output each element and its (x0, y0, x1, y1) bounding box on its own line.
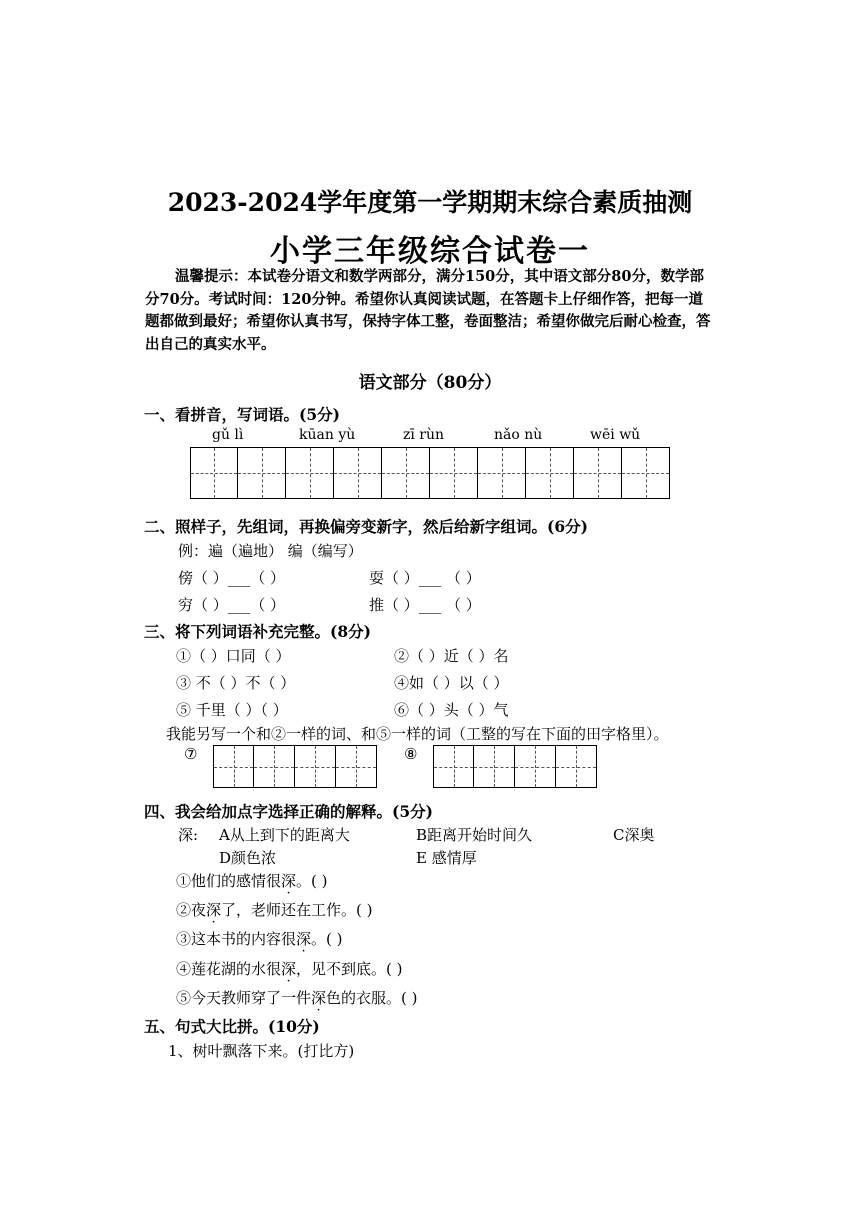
dotted-char: 深 (206, 901, 222, 919)
q4-item-5[interactable] (176, 987, 418, 1008)
q1-pinyin-5: wēi wǔ (590, 427, 641, 443)
item-text: ⑤今天教师穿了一件 (176, 989, 312, 1007)
q4-item-4[interactable] (176, 958, 403, 979)
grid-cell[interactable] (334, 447, 382, 499)
q3-extra-instruction: 我能另写一个和②一样的词、和⑤一样的词（工整的写在下面的田字格里）。 (166, 725, 669, 743)
item-text: 。( ) (311, 930, 343, 948)
part-title: 语文部分（80分） (358, 373, 502, 393)
q3-item-4[interactable]: ④如（ ）以（ ） (394, 674, 509, 692)
dotted-char: 深 (311, 989, 327, 1007)
grid-cell[interactable] (474, 745, 515, 788)
q3-label-7: ⑦ (184, 745, 198, 763)
grid-cell[interactable] (622, 447, 670, 499)
dotted-char: 深 (296, 930, 312, 948)
q3-item-6[interactable]: ⑥（ ）头（ ）气 (394, 701, 509, 719)
item-text: ②夜 (176, 901, 207, 919)
grid-cell[interactable] (382, 447, 430, 499)
exam-subtitle: 小学三年级综合试卷一 (270, 234, 590, 269)
q3-grid-8[interactable] (433, 745, 597, 788)
q5-title: 五、句式大比拼。(10分) (144, 1017, 320, 1036)
q3-title: 三、将下列词语补充完整。(8分) (144, 622, 371, 641)
q4-item-2[interactable] (176, 899, 373, 920)
grid-cell[interactable] (238, 447, 286, 499)
item-text: 了，老师还在工作。( ) (221, 901, 373, 919)
item-text: ③这本书的内容很 (176, 930, 297, 948)
exam-title: 2023-2024学年度第一学期期末综合素质抽测 (167, 188, 693, 217)
q4-option-e: E 感情厚 (416, 849, 477, 867)
grid-cell[interactable] (190, 447, 238, 499)
dotted-char: 深 (281, 872, 297, 890)
q1-pinyin-1: gǔ lì (212, 427, 244, 443)
q2-title: 二、照样子，先组词，再换偏旁变新字，然后给新字组词。(6分) (144, 517, 588, 536)
q1-pinyin-3: zī rùn (403, 427, 445, 443)
q4-title: 四、我会给加点字选择正确的解释。(5分) (144, 802, 433, 821)
q2-example: 例：遍（遍地） 编（编写） (178, 542, 363, 560)
grid-cell[interactable] (478, 447, 526, 499)
q4-option-d: D颜色浓 (219, 849, 277, 867)
dotted-char: 深 (281, 960, 297, 978)
q4-word: 深: (178, 826, 199, 844)
q2-row2-right[interactable]: 推（ ）___ （ ） (369, 596, 481, 614)
grid-cell[interactable] (336, 745, 377, 788)
grid-cell[interactable] (526, 447, 574, 499)
q1-pinyin-4: nǎo nù (494, 427, 543, 443)
q4-option-b: B距离开始时间久 (416, 826, 533, 844)
grid-cell[interactable] (254, 745, 295, 788)
q2-row2-left[interactable]: 穷（ ）___（ ） (178, 596, 286, 614)
q3-label-8: ⑧ (404, 745, 418, 763)
item-text: ，见不到底。( ) (296, 960, 403, 978)
item-text: ④莲花湖的水很 (176, 960, 282, 978)
q4-item-1[interactable] (176, 870, 328, 891)
grid-cell[interactable] (433, 745, 474, 788)
grid-cell[interactable] (430, 447, 478, 499)
q3-item-2[interactable]: ②（ ）近（ ）名 (394, 647, 509, 665)
q3-item-5[interactable]: ⑤ 千里（ ）（ ） (176, 701, 288, 719)
q3-item-3[interactable]: ③ 不（ ）不（ ） (176, 674, 296, 692)
q3-item-1[interactable]: ①（ ）口同（ ） (176, 647, 291, 665)
q1-pinyin-2: kūan yù (299, 427, 356, 443)
grid-cell[interactable] (295, 745, 336, 788)
q4-item-3[interactable] (176, 928, 343, 949)
item-text: 。( ) (296, 872, 328, 890)
grid-cell[interactable] (556, 745, 597, 788)
item-text: 色的衣服。( ) (326, 989, 418, 1007)
q5-item-1: 1、树叶飘落下来。(打比方) (168, 1042, 355, 1060)
q4-option-a: A从上到下的距离大 (219, 826, 350, 844)
q1-answer-grid[interactable] (190, 447, 670, 499)
q3-grid-7[interactable] (213, 745, 377, 788)
q2-row1-left[interactable]: 傍（ ）___（ ） (178, 569, 286, 587)
grid-cell[interactable] (213, 745, 254, 788)
grid-cell[interactable] (286, 447, 334, 499)
grid-cell[interactable] (574, 447, 622, 499)
q2-row1-right[interactable]: 耍（ ）___ （ ） (369, 569, 481, 587)
notice-text: 温馨提示：本试卷分语文和数学两部分，满分150分，其中语文部分80分，数学部分70分。考试时间：120分钟。希望你认真阅读试题，在答题卡上仔细作答，把每一道题都做到最好；希望你认真书写，保持字体工整，卷面整洁；希望你做完后耐心检查，答出自己的真实水平。 (145, 268, 711, 353)
grid-cell[interactable] (515, 745, 556, 788)
q4-option-c: C深奥 (613, 826, 655, 844)
q1-title: 一、看拼音，写词语。(5分) (144, 405, 340, 424)
item-text: ①他们的感情很 (176, 872, 282, 890)
